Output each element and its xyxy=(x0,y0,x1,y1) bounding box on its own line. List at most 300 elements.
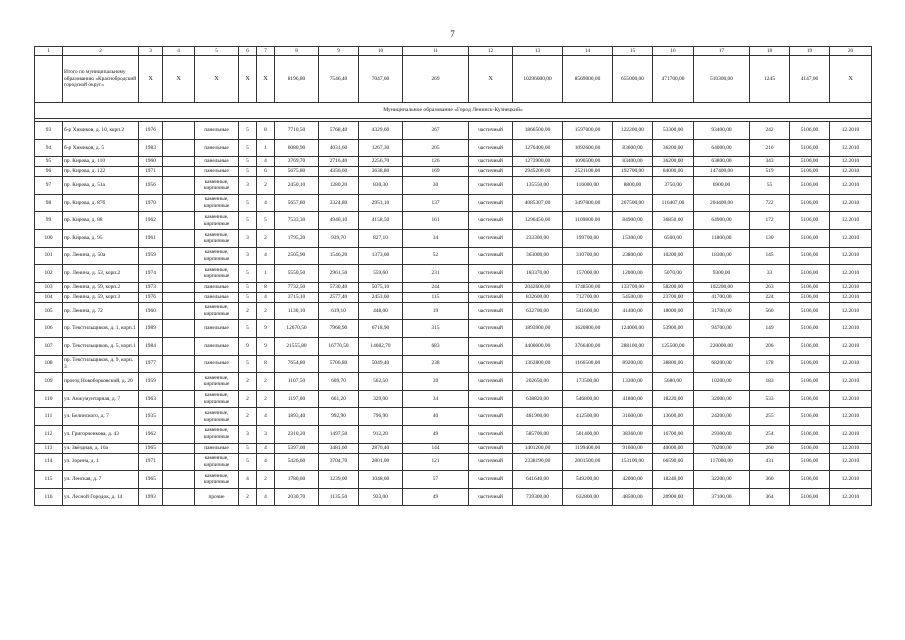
year-reconstructed-cell xyxy=(163,355,195,373)
cost-region-cell: 89200,00 xyxy=(613,355,653,373)
cost-owners-cell: 63800,00 xyxy=(694,157,750,167)
repair-deadline-cell: 12.2010 xyxy=(830,408,872,426)
residents-cell: 144 xyxy=(403,443,469,453)
private-area-cell: 2453,60 xyxy=(359,292,403,302)
cost-owners-cell: 102200,00 xyxy=(694,282,750,292)
private-area-cell: 912,20 xyxy=(359,425,403,443)
year-reconstructed-cell xyxy=(163,337,195,355)
entrances-cell: 6 xyxy=(257,167,275,177)
cost-fund-cell: 412500,00 xyxy=(563,408,613,426)
wall-material-cell: панельные xyxy=(195,122,239,140)
cost-fund-cell: 1166500,00 xyxy=(563,355,613,373)
cost-municipal-cell: 18000,00 xyxy=(653,302,694,320)
private-area-cell: 2951,10 xyxy=(359,194,403,212)
table-row xyxy=(35,177,872,195)
total-area-cell: 6080,90 xyxy=(275,139,319,157)
total-area-cell: 2450,10 xyxy=(275,177,319,195)
repair-type-cell: частичный xyxy=(469,320,513,338)
cost-owners-cell: 29300,00 xyxy=(694,425,750,443)
private-area-cell: 933,00 xyxy=(359,488,403,506)
table-row xyxy=(35,425,872,443)
unit-cost-cell: 5106,00 xyxy=(790,373,830,391)
total-area-cell: 5550,50 xyxy=(275,265,319,283)
private-area-cell: 3638,80 xyxy=(359,167,403,177)
table-row xyxy=(35,194,872,212)
column-number-cell: 12 xyxy=(469,47,513,56)
wall-material-cell: каменные, кирпичные xyxy=(195,247,239,265)
table-row xyxy=(35,302,872,320)
table-row xyxy=(35,488,872,506)
unit-cost-cell: 5106,00 xyxy=(790,390,830,408)
repair-deadline-cell: 12.2010 xyxy=(830,177,872,195)
residential-area-cell: 7968,90 xyxy=(319,320,359,338)
unit-cost-cell: 5106,00 xyxy=(790,247,830,265)
total-area-cell: 1780,60 xyxy=(275,471,319,489)
cost-municipal-cell: 53300,00 xyxy=(653,122,694,140)
floors-cell: 5 xyxy=(239,194,257,212)
cost-fund-cell: 2001500,00 xyxy=(563,453,613,471)
column-number-cell: 3 xyxy=(139,47,163,56)
entrances-cell: 4 xyxy=(257,443,275,453)
total-value-cell: 10296000,00 xyxy=(513,56,563,103)
total-value-cell: 1245 xyxy=(750,56,790,103)
floors-cell: 2 xyxy=(239,373,257,391)
floors-cell: 2 xyxy=(239,408,257,426)
cost-owners-cell: 220000,00 xyxy=(694,337,750,355)
cost-total-cell: 632700,00 xyxy=(513,302,563,320)
row-number-cell: 115 xyxy=(35,471,63,489)
entrances-cell: 2 xyxy=(257,302,275,320)
total-area-cell: 5397,00 xyxy=(275,443,319,453)
wall-material-cell: каменные, кирпичные xyxy=(195,194,239,212)
area-repaired-cell: 210 xyxy=(750,139,790,157)
entrances-cell: 2 xyxy=(257,373,275,391)
year-reconstructed-cell xyxy=(163,247,195,265)
floors-cell: 3 xyxy=(239,177,257,195)
entrances-cell: 8 xyxy=(257,282,275,292)
cost-region-cell: 84900,00 xyxy=(613,212,653,230)
column-number-cell: 20 xyxy=(830,47,872,56)
column-number-cell: 17 xyxy=(694,47,750,56)
repair-deadline-cell: 12.2010 xyxy=(830,212,872,230)
year-built-cell: 1965 xyxy=(139,471,163,489)
repair-deadline-cell: 12.2010 xyxy=(830,373,872,391)
entrances-cell: 4 xyxy=(257,488,275,506)
wall-material-cell: панельные xyxy=(195,355,239,373)
cost-municipal-cell: 84000,00 xyxy=(653,167,694,177)
unit-cost-cell: 5106,00 xyxy=(790,157,830,167)
cost-region-cell: 31600,00 xyxy=(613,408,653,426)
total-value-cell: 269 xyxy=(403,56,469,103)
table-row xyxy=(35,212,872,230)
cost-municipal-cell: 5680,00 xyxy=(653,373,694,391)
address-cell: б-р Химиков, д. 5 xyxy=(63,139,139,157)
repair-type-cell: частичный xyxy=(469,282,513,292)
year-built-cell: 1989 xyxy=(139,320,163,338)
year-reconstructed-cell xyxy=(163,265,195,283)
entrances-cell: 8 xyxy=(257,355,275,373)
cost-municipal-cell: 18220,00 xyxy=(653,390,694,408)
cost-total-cell: 363000,00 xyxy=(513,247,563,265)
cost-municipal-cell: 38800,00 xyxy=(653,355,694,373)
address-cell: пр. Кирова, д. 110 xyxy=(63,157,139,167)
residential-area-cell: 5706,80 xyxy=(319,355,359,373)
floors-cell: 3 xyxy=(239,425,257,443)
table-row xyxy=(35,122,872,140)
total-value-cell: 8569000,00 xyxy=(563,56,613,103)
cost-owners-cell: 31700,00 xyxy=(694,302,750,320)
cost-fund-cell: 3766400,00 xyxy=(563,337,613,355)
table-row xyxy=(35,320,872,338)
area-repaired-cell: 130 xyxy=(750,229,790,247)
cost-owners-cell: 32000,00 xyxy=(694,390,750,408)
area-repaired-cell: 533 xyxy=(750,390,790,408)
total-area-cell: 7710,50 xyxy=(275,122,319,140)
address-cell: пр. Кирова, д. 88 xyxy=(63,212,139,230)
cost-fund-cell: 173500,00 xyxy=(563,373,613,391)
column-number-cell: 13 xyxy=(513,47,563,56)
total-area-cell: 2310,20 xyxy=(275,425,319,443)
year-reconstructed-cell xyxy=(163,471,195,489)
repair-type-cell: частичный xyxy=(469,408,513,426)
entrances-cell: 4 xyxy=(257,292,275,302)
year-reconstructed-cell xyxy=(163,177,195,195)
repair-deadline-cell: 12.2010 xyxy=(830,265,872,283)
cost-region-cell: 124000,00 xyxy=(613,320,653,338)
cost-total-cell: 2042600,00 xyxy=(513,282,563,292)
residents-cell: 267 xyxy=(403,122,469,140)
total-area-cell: 7732,50 xyxy=(275,282,319,292)
column-number-cell: 19 xyxy=(790,47,830,56)
floors-cell: 2 xyxy=(239,302,257,320)
year-reconstructed-cell xyxy=(163,212,195,230)
residential-area-cell: 5730,40 xyxy=(319,282,359,292)
address-cell: ул. Зорина, д. 1 xyxy=(63,453,139,471)
cost-fund-cell: 157000,00 xyxy=(563,265,613,283)
cost-owners-cell: 9300,00 xyxy=(694,265,750,283)
table-body xyxy=(35,47,872,506)
year-built-cell: 1984 xyxy=(139,337,163,355)
table-row xyxy=(35,471,872,489)
column-number-cell: 14 xyxy=(563,47,613,56)
total-value-cell: 655000,00 xyxy=(613,56,653,103)
column-number-cell: 18 xyxy=(750,47,790,56)
year-reconstructed-cell xyxy=(163,390,195,408)
total-area-cell: 1795,20 xyxy=(275,229,319,247)
total-value-cell: X xyxy=(163,56,195,103)
unit-cost-cell: 5106,00 xyxy=(790,229,830,247)
repair-type-cell: частичный xyxy=(469,373,513,391)
year-reconstructed-cell xyxy=(163,157,195,167)
address-cell: ул. Звёздная, д. 10а xyxy=(63,443,139,453)
column-number-cell: 9 xyxy=(319,47,359,56)
wall-material-cell: каменные, кирпичные xyxy=(195,265,239,283)
entrances-cell: 9 xyxy=(257,337,275,355)
table-row xyxy=(35,408,872,426)
cost-region-cell: 153100,00 xyxy=(613,453,653,471)
row-number-cell: 99 xyxy=(35,212,63,230)
residential-area-cell: 3704,70 xyxy=(319,453,359,471)
cost-region-cell: 54500,00 xyxy=(613,292,653,302)
total-value-cell: 510300,00 xyxy=(694,56,750,103)
unit-cost-cell: 5106,00 xyxy=(790,282,830,292)
table-row xyxy=(35,355,872,373)
unit-cost-cell: 5106,00 xyxy=(790,194,830,212)
table-row xyxy=(35,373,872,391)
cost-owners-cell: 204400,00 xyxy=(694,194,750,212)
repair-deadline-cell: 12.2010 xyxy=(830,355,872,373)
year-built-cell: 1960 xyxy=(139,302,163,320)
cost-owners-cell: 68200,00 xyxy=(694,355,750,373)
column-number-cell: 11 xyxy=(403,47,469,56)
cost-total-cell: 481900,00 xyxy=(513,408,563,426)
residents-cell: 39 xyxy=(403,373,469,391)
column-number-cell: 4 xyxy=(163,47,195,56)
total-area-cell: 5426,60 xyxy=(275,453,319,471)
unit-cost-cell: 5106,00 xyxy=(790,177,830,195)
column-number-cell: 1 xyxy=(35,47,63,56)
cost-region-cell: 42000,00 xyxy=(613,471,653,489)
repair-deadline-cell: 12.2010 xyxy=(830,320,872,338)
cost-region-cell: 192700,00 xyxy=(613,167,653,177)
address-cell: б-р Химиков, д. 10, корп.2 xyxy=(63,122,139,140)
area-repaired-cell: 172 xyxy=(750,212,790,230)
table-row xyxy=(35,157,872,167)
table-row xyxy=(35,265,872,283)
wall-material-cell: прочие xyxy=(195,488,239,506)
wall-material-cell: панельные xyxy=(195,157,239,167)
cost-total-cell: 1296450,00 xyxy=(513,212,563,230)
unit-cost-cell: 5106,00 xyxy=(790,212,830,230)
total-value-cell: 471700,00 xyxy=(653,56,694,103)
row-number-cell: 111 xyxy=(35,408,63,426)
cost-municipal-cell: 13600,00 xyxy=(653,408,694,426)
address-cell: пр. Ленина, д. 59, корп.2 xyxy=(63,282,139,292)
cost-owners-cell: 93400,00 xyxy=(694,122,750,140)
row-number-cell: 98 xyxy=(35,194,63,212)
entrances-cell: 2 xyxy=(257,471,275,489)
repair-deadline-cell: 12.2010 xyxy=(830,194,872,212)
wall-material-cell: каменные, кирпичные xyxy=(195,302,239,320)
total-label-cell: Итого по муниципальному образованию «Краснобродский городской округ» xyxy=(63,56,139,103)
unit-cost-cell: 5106,00 xyxy=(790,425,830,443)
residents-cell: 205 xyxy=(403,139,469,157)
total-area-cell: 5675,80 xyxy=(275,167,319,177)
year-reconstructed-cell xyxy=(163,373,195,391)
cost-owners-cell: 18300,00 xyxy=(694,247,750,265)
address-cell: пр. Кирова, д. 51а xyxy=(63,177,139,195)
address-cell: ул. Белинского, д. 7 xyxy=(63,408,139,426)
entrances-cell: 4 xyxy=(257,194,275,212)
floors-cell: 9 xyxy=(239,337,257,355)
floors-cell: 5 xyxy=(239,320,257,338)
address-cell: проезд Новоборковский, д. 20 xyxy=(63,373,139,391)
cost-fund-cell: 632800,00 xyxy=(563,488,613,506)
private-area-cell: 4158,50 xyxy=(359,212,403,230)
cost-total-cell: 585700,00 xyxy=(513,425,563,443)
private-area-cell: 830,30 xyxy=(359,177,403,195)
entrances-cell: 4 xyxy=(257,157,275,167)
area-repaired-cell: 260 xyxy=(750,443,790,453)
residents-cell: 169 xyxy=(403,167,469,177)
area-repaired-cell: 560 xyxy=(750,302,790,320)
cost-region-cell: 48500,00 xyxy=(613,488,653,506)
cost-fund-cell: 1092600,00 xyxy=(563,139,613,157)
column-number-cell: 8 xyxy=(275,47,319,56)
total-value-cell: 4147,00 xyxy=(790,56,830,103)
residential-area-cell: 3324,80 xyxy=(319,194,359,212)
column-number-row xyxy=(35,47,872,56)
private-area-cell: 5075,10 xyxy=(359,282,403,292)
year-built-cell: 1993 xyxy=(139,488,163,506)
cost-total-cell: 1866500,00 xyxy=(513,122,563,140)
cost-owners-cell: 147400,00 xyxy=(694,167,750,177)
wall-material-cell: панельные xyxy=(195,292,239,302)
entrances-cell: 2 xyxy=(257,177,275,195)
entrances-cell: 4 xyxy=(257,453,275,471)
residential-area-cell: 4356,60 xyxy=(319,167,359,177)
wall-material-cell: каменные, кирпичные xyxy=(195,390,239,408)
cost-fund-cell: 712700,00 xyxy=(563,292,613,302)
cost-fund-cell: 199700,00 xyxy=(563,229,613,247)
year-built-cell: 1961 xyxy=(139,229,163,247)
table-row xyxy=(35,337,872,355)
address-cell: ул. Григорченкова, д. 43 xyxy=(63,425,139,443)
year-built-cell: 1983 xyxy=(139,139,163,157)
total-value-cell: X xyxy=(469,56,513,103)
year-reconstructed-cell xyxy=(163,320,195,338)
repair-type-cell: частичный xyxy=(469,177,513,195)
year-reconstructed-cell xyxy=(163,194,195,212)
repair-type-cell: частичный xyxy=(469,139,513,157)
residents-cell: 231 xyxy=(403,265,469,283)
row-number-cell: 94 xyxy=(35,139,63,157)
unit-cost-cell: 5106,00 xyxy=(790,443,830,453)
cost-owners-cell: 64900,00 xyxy=(694,212,750,230)
cost-municipal-cell: 116407,00 xyxy=(653,194,694,212)
private-area-cell: 1373,60 xyxy=(359,247,403,265)
cost-fund-cell: 546800,00 xyxy=(563,390,613,408)
repair-deadline-cell: 12.2010 xyxy=(830,453,872,471)
repair-deadline-cell: 12.2010 xyxy=(830,443,872,453)
repair-type-cell: частичный xyxy=(469,471,513,489)
floors-cell: 5 xyxy=(239,355,257,373)
total-area-cell: 1107,50 xyxy=(275,373,319,391)
total-area-cell: 2030,70 xyxy=(275,488,319,506)
cost-municipal-cell: 36200,00 xyxy=(653,157,694,167)
year-built-cell: 1962 xyxy=(139,212,163,230)
column-number-cell: 5 xyxy=(195,47,239,56)
cost-fund-cell: 1090500,00 xyxy=(563,157,613,167)
total-value-cell: X xyxy=(830,56,872,103)
total-value-cell: 7047,60 xyxy=(359,56,403,103)
repair-type-cell: частичный xyxy=(469,355,513,373)
address-cell: пр. Ленина, д. 50а xyxy=(63,247,139,265)
cost-total-cell: 183370,00 xyxy=(513,265,563,283)
year-reconstructed-cell xyxy=(163,453,195,471)
residents-cell: 52 xyxy=(403,247,469,265)
residents-cell: 315 xyxy=(403,320,469,338)
wall-material-cell: каменные, кирпичные xyxy=(195,453,239,471)
register-table xyxy=(34,46,872,506)
year-reconstructed-cell xyxy=(163,443,195,453)
residential-area-cell: 5768,40 xyxy=(319,122,359,140)
cost-owners-cell: 117000,00 xyxy=(694,453,750,471)
cost-total-cell: 202650,00 xyxy=(513,373,563,391)
repair-type-cell: частичный xyxy=(469,302,513,320)
floors-cell: 4 xyxy=(239,471,257,489)
table-row xyxy=(35,229,872,247)
wall-material-cell: каменные, кирпичные xyxy=(195,408,239,426)
repair-type-cell: частичный xyxy=(469,247,513,265)
row-number-cell: 113 xyxy=(35,443,63,453)
area-repaired-cell: 255 xyxy=(750,408,790,426)
year-built-cell: 1973 xyxy=(139,282,163,292)
cost-fund-cell: 2521100,00 xyxy=(563,167,613,177)
table-row xyxy=(35,282,872,292)
entrances-cell: 2 xyxy=(257,229,275,247)
floors-cell: 5 xyxy=(239,265,257,283)
cost-total-cell: 638820,00 xyxy=(513,390,563,408)
floors-cell: 5 xyxy=(239,122,257,140)
cost-region-cell: 38360,00 xyxy=(613,425,653,443)
repair-type-cell: частичный xyxy=(469,229,513,247)
table-row xyxy=(35,167,872,177)
column-number-cell: 7 xyxy=(257,47,275,56)
residents-cell: 161 xyxy=(403,212,469,230)
unit-cost-cell: 5106,00 xyxy=(790,302,830,320)
cost-total-cell: 1273900,00 xyxy=(513,157,563,167)
area-repaired-cell: 149 xyxy=(750,320,790,338)
repair-deadline-cell: 12.2010 xyxy=(830,122,872,140)
total-area-cell: 7654,80 xyxy=(275,355,319,373)
cost-total-cell: 739300,00 xyxy=(513,488,563,506)
repair-type-cell: частичный xyxy=(469,390,513,408)
cost-municipal-cell: 66590,00 xyxy=(653,453,694,471)
cost-owners-cell: 64000,00 xyxy=(694,139,750,157)
wall-material-cell: панельные xyxy=(195,282,239,292)
repair-deadline-cell: 12.2010 xyxy=(830,425,872,443)
floors-cell: 5 xyxy=(239,212,257,230)
row-number-cell: 102 xyxy=(35,265,63,283)
cost-region-cell: 41400,00 xyxy=(613,302,653,320)
repair-deadline-cell: 12.2010 xyxy=(830,157,872,167)
residents-cell: 115 xyxy=(403,292,469,302)
wall-material-cell: панельные xyxy=(195,337,239,355)
cost-region-cell: 133700,00 xyxy=(613,282,653,292)
column-number-cell: 2 xyxy=(63,47,139,56)
year-built-cell: 1963 xyxy=(139,390,163,408)
cost-fund-cell: 1109800,00 xyxy=(563,212,613,230)
cost-total-cell: 1362800,00 xyxy=(513,355,563,373)
area-repaired-cell: 55 xyxy=(750,177,790,195)
residential-area-cell: 4940,10 xyxy=(319,212,359,230)
year-reconstructed-cell xyxy=(163,139,195,157)
cost-region-cell: 122200,00 xyxy=(613,122,653,140)
residential-area-cell: 992,90 xyxy=(319,408,359,426)
cost-region-cell: 15300,00 xyxy=(613,229,653,247)
row-number-cell: 101 xyxy=(35,247,63,265)
address-cell: пр. Ленина, д. 72 xyxy=(63,302,139,320)
address-cell: пр. Кирова, д. 122 xyxy=(63,167,139,177)
entrances-cell: 4 xyxy=(257,408,275,426)
residents-cell: 244 xyxy=(403,282,469,292)
private-area-cell: 14682,70 xyxy=(359,337,403,355)
column-number-cell: 10 xyxy=(359,47,403,56)
year-reconstructed-cell xyxy=(163,282,195,292)
entrances-cell: 4 xyxy=(257,247,275,265)
repair-deadline-cell: 12.2010 xyxy=(830,167,872,177)
